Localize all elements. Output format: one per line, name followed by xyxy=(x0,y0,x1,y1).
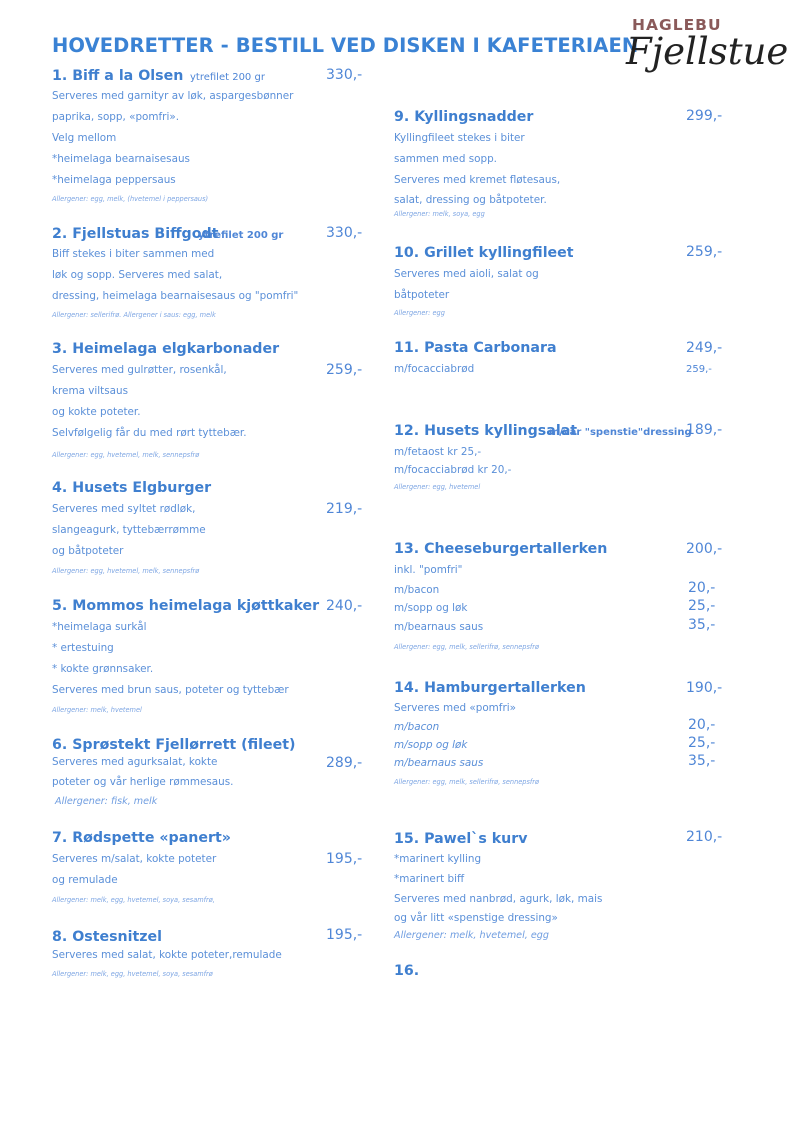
menu-item-title: 8. Ostesnitzel xyxy=(52,929,163,945)
menu-item-price: 259,- xyxy=(326,362,363,378)
menu-item-price: 299,- xyxy=(686,108,723,124)
menu-item-desc: Serveres m/salat, kokte poteter xyxy=(52,853,217,865)
menu-item-sub-price: 259,- xyxy=(686,364,712,375)
brand-logo: Fjellstue xyxy=(626,30,789,73)
menu-item-desc: løk og sopp. Serveres med salat, xyxy=(52,269,223,281)
menu-item-price: 289,- xyxy=(326,755,363,771)
menu-item-allergens: Allergener: melk, hvetemel xyxy=(52,706,142,714)
menu-item-desc: Serveres med garnityr av løk, aspargesbønner xyxy=(52,90,294,102)
menu-item-allergens: Allergener: egg, hvetemel, melk, sennepsfrø xyxy=(52,451,200,459)
menu-item-title: 4. Husets Elgburger xyxy=(52,480,212,496)
menu-item-title: 11. Pasta Carbonara xyxy=(394,340,557,356)
menu-item-desc: *heimelaga bearnaisesaus xyxy=(52,153,190,165)
menu-item-price: 195,- xyxy=(326,927,363,943)
menu-item-desc: m/bacon xyxy=(394,721,440,733)
menu-item-title: 9. Kyllingsnadder xyxy=(394,109,534,125)
menu-item-title: 7. Rødspette «panert» xyxy=(52,830,231,846)
menu-item-desc: Selvfølgelig får du med rørt tyttebær. xyxy=(52,427,247,439)
menu-item-desc: og båtpoteter xyxy=(52,545,124,557)
menu-item-price: 330,- xyxy=(326,225,363,241)
extra-price: 25,- xyxy=(688,735,716,751)
menu-item-title: 1. Biff a la Olsen xyxy=(52,68,184,84)
menu-item-note: ytrefilet 200 gr xyxy=(190,72,265,83)
menu-item-allergens: Allergener: egg, melk, (hvetemel i peppersaus) xyxy=(52,195,209,203)
menu-item-allergens: Allergener: melk, hvetemel, egg xyxy=(394,930,549,941)
menu-item-desc: *heimelaga peppersaus xyxy=(52,174,176,186)
menu-item-price: 219,- xyxy=(326,501,363,517)
extra-price: 20,- xyxy=(688,580,716,596)
menu-item-desc: slangeagurk, tyttebærrømme xyxy=(52,524,206,536)
menu-item-allergens: Allergener: melk, soya, egg xyxy=(394,210,485,218)
menu-item-desc: Serveres med kremet fløtesaus, xyxy=(394,174,561,186)
menu-item-title: 12. Husets kyllingsalat xyxy=(394,423,578,439)
menu-item-desc: m/bearnaus saus xyxy=(394,621,484,633)
menu-item-title: 6. Sprøstekt Fjellørrett (fileet) xyxy=(52,737,296,753)
menu-item-allergens: Allergener: sellerifrø. Allergener i saus: egg, melk xyxy=(52,311,216,319)
menu-item-desc: m/focacciabrød kr 20,- xyxy=(394,464,512,476)
menu-item-title: 10. Grillet kyllingfileet xyxy=(394,245,574,261)
menu-item-desc: dressing, heimelaga bearnaisesaus og "pomfri" xyxy=(52,290,299,302)
menu-item-desc: poteter og vår herlige rømmesaus. xyxy=(52,776,234,788)
menu-item-price: 200,- xyxy=(686,541,723,557)
menu-item-desc: Serveres med agurksalat, kokte xyxy=(52,756,218,768)
menu-item-price: 195,- xyxy=(326,851,363,867)
menu-item-allergens: Allergener: egg, hvetemel, melk, sennepsfrø xyxy=(52,567,200,575)
extra-price: 35,- xyxy=(688,617,716,633)
menu-item-desc: Serveres med syltet rødløk, xyxy=(52,503,196,515)
brand-name: HAGLEBU xyxy=(632,16,722,34)
menu-item-desc: m/focacciabrød xyxy=(394,363,475,375)
menu-item-desc: * ertestuing xyxy=(52,642,114,654)
menu-item-price: 240,- xyxy=(326,598,363,614)
menu-item-desc: Serveres med «pomfri» xyxy=(394,702,516,714)
menu-item-desc: m/sopp og løk xyxy=(394,602,468,614)
page-title: HOVEDRETTER - BESTILL VED DISKEN I KAFETERIAEN xyxy=(52,34,639,57)
menu-item-desc: Serveres med brun saus, poteter og tyttebær xyxy=(52,684,289,696)
menu-item-desc: * kokte grønnsaker. xyxy=(52,663,154,675)
menu-item-desc: m/sopp og løk xyxy=(394,739,468,751)
menu-item-desc: paprika, sopp, «pomfri». xyxy=(52,111,180,123)
menu-item-desc: inkl. "pomfri" xyxy=(394,564,463,576)
menu-item-price: 259,- xyxy=(686,244,723,260)
menu-item-desc: Velg mellom xyxy=(52,132,117,144)
menu-item-desc: Serveres med aioli, salat og xyxy=(394,268,539,280)
menu-item-allergens: Allergener: melk, egg, hvetemel, soya, sesamfrø, xyxy=(52,896,215,904)
menu-item-desc: krema viltsaus xyxy=(52,385,129,397)
menu-item-desc: salat, dressing og båtpoteter. xyxy=(394,194,547,206)
menu-item-title: 2. Fjellstuas Biffgodt xyxy=(52,226,219,242)
menu-item-note: ytrefilet 200 gr xyxy=(198,230,284,241)
menu-item-desc: *heimelaga surkål xyxy=(52,621,147,633)
menu-item-desc: sammen med sopp. xyxy=(394,153,497,165)
menu-item-desc: m/fetaost kr 25,- xyxy=(394,446,482,458)
menu-item-price: 190,- xyxy=(686,680,723,696)
menu-item-desc: *marinert kylling xyxy=(394,853,482,865)
menu-item-price: 330,- xyxy=(326,67,363,83)
menu-item-title: 14. Hamburgertallerken xyxy=(394,680,586,696)
menu-item-allergens: Allergener: melk, egg, hvetemel, soya, sesamfrø xyxy=(52,970,213,978)
menu-item-allergens: Allergener: egg, melk, sellerifrø, sennepsfrø xyxy=(394,778,539,786)
menu-item-desc: m/bearnaus saus xyxy=(394,757,484,769)
menu-item-allergens: Allergener: egg, hvetemel xyxy=(394,483,481,491)
menu-item-title: 16. xyxy=(394,963,420,979)
menu-item-desc: og vår litt «spenstige dressing» xyxy=(394,912,558,924)
menu-item-desc: m/bacon xyxy=(394,584,440,596)
menu-item-desc: og kokte poteter. xyxy=(52,406,141,418)
menu-item-desc: Biff stekes i biter sammen med xyxy=(52,248,215,260)
menu-item-allergens: Allergener: egg, melk, sellerifrø, sennepsfrø xyxy=(394,643,539,651)
menu-item-note: m/vår "spenstie"dressing xyxy=(549,427,692,438)
menu-item-desc: *marinert biff xyxy=(394,873,465,885)
menu-item-price: 210,- xyxy=(686,829,723,845)
menu-item-allergens: Allergener: fisk, melk xyxy=(55,796,158,807)
menu-item-title: 15. Pawel`s kurv xyxy=(394,831,528,847)
menu-item-price: 189,- xyxy=(686,422,723,438)
menu-item-desc: Serveres med salat, kokte poteter,remulade xyxy=(52,949,282,961)
menu-item-desc: båtpoteter xyxy=(394,289,450,301)
menu-item-desc: Serveres med nanbrød, agurk, løk, mais xyxy=(394,893,603,905)
menu-item-desc: Serveres med gulrøtter, rosenkål, xyxy=(52,364,227,376)
menu-item-desc: og remulade xyxy=(52,874,118,886)
menu-item-title: 13. Cheeseburgertallerken xyxy=(394,541,608,557)
menu-item-price: 249,- xyxy=(686,340,723,356)
menu-item-title: 3. Heimelaga elgkarbonader xyxy=(52,341,280,357)
menu-item-allergens: Allergener: egg xyxy=(394,309,445,317)
extra-price: 25,- xyxy=(688,598,716,614)
extra-price: 20,- xyxy=(688,717,716,733)
menu-item-title: 5. Mommos heimelaga kjøttkaker xyxy=(52,598,320,614)
menu-item-desc: Kyllingfileet stekes i biter xyxy=(394,132,525,144)
extra-price: 35,- xyxy=(688,753,716,769)
